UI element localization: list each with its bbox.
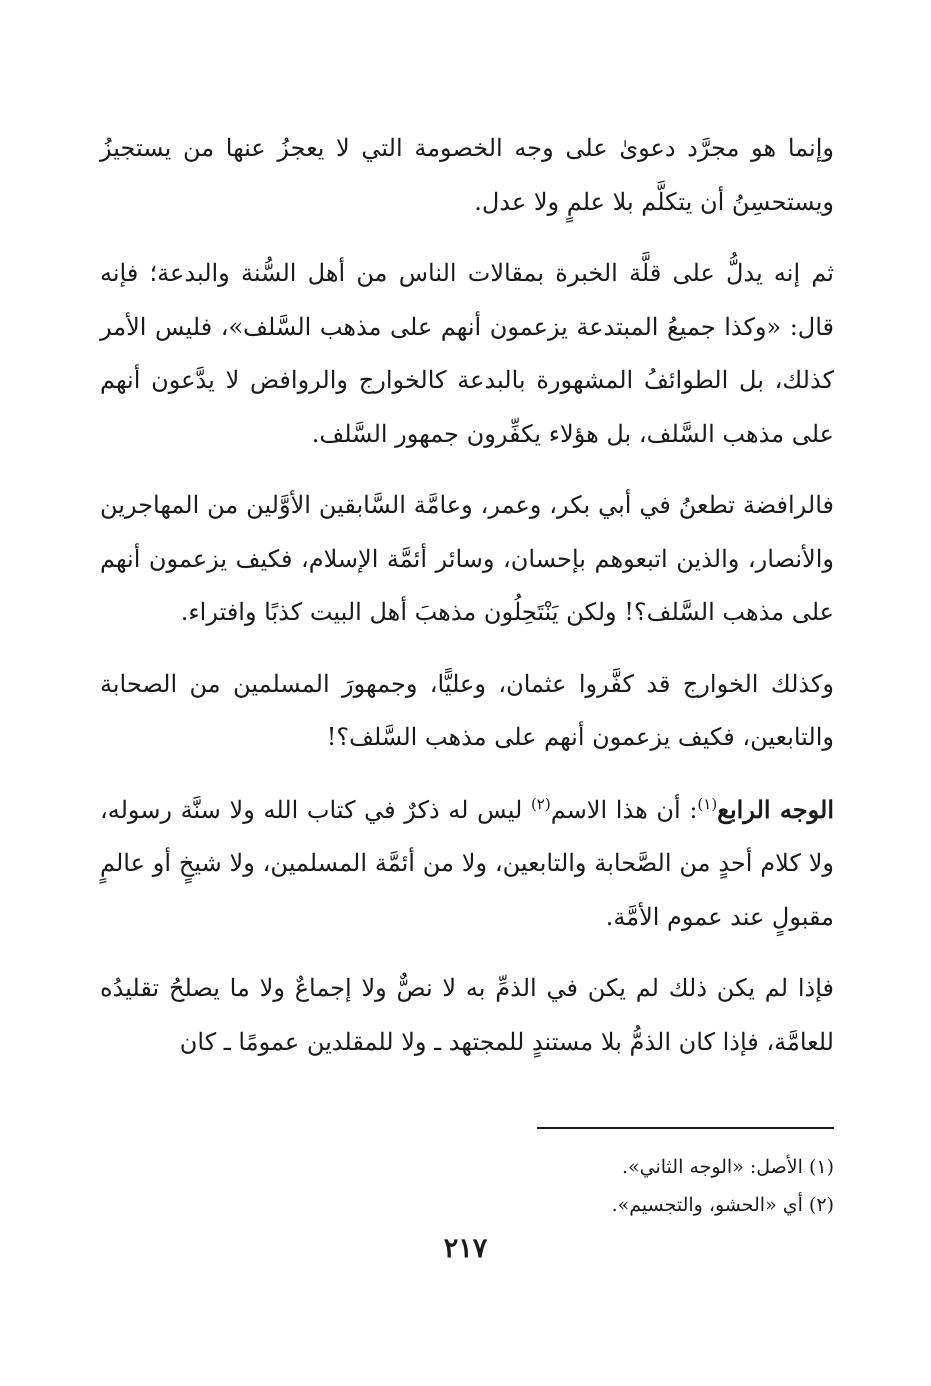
paragraph-1: وإنما هو مجرَّد دعوىٰ على وجه الخصومة التي لا يعجزُ عنها من يستجيزُ ويستحسِنُ أن يتكلَّم بلا علمٍ ولا عدل.: [100, 134, 834, 216]
footnotes: [300, 1148, 834, 1224]
paragraph-5-rest: ليس له ذكرٌ في كتاب الله ولا سنَّة رسوله، ولا كلام أحدٍ من الصَّحابة والتابعين، ولا من أئمَّة المسلمين، ولا شيخٍ أو عالمٍ مقبولٍ عند عموم الأمَّة.: [100, 795, 835, 931]
footnote-divider: [537, 1127, 834, 1129]
section-heading: الوجه الرابع: [717, 794, 835, 824]
footnote-ref-2: (٢): [530, 794, 551, 813]
paragraph-2: ثم إنه يدلُّ على قلَّة الخبرة بمقالات الناس من أهل السُّنة والبدعة؛ فإنه قال: «وكذا جميعُ المبتدعة يزعمون أنهم على مذهب السَّلف»، فليس الأمر كذلك، بل الطوائفُ المشهورة بالبدعة كالخوارج والروافض لا يدَّعون أنهم على مذهب السَّلف، بل هؤلاء يكفِّرون جمهور السَّلف.: [100, 259, 835, 448]
footnote-2: (٢) أي «الحشو، والتجسيم».: [611, 1194, 834, 1216]
footnote-1: (١) الأصل: «الوجه الثاني».: [621, 1156, 834, 1178]
paragraph-6: فإذا لم يكن ذلك لم يكن في الذمِّ به لا نصٌّ ولا إجماعٌ ولا ما يصلحُ تقليدُه للعامَّة، فإذا كان الذمُّ بلا مستندٍ للمجتهد ـ ولا للمقلدين عمومًا ـ كان: [100, 974, 834, 1056]
footnote-ref-1: (١): [697, 794, 718, 813]
paragraph-3: فالرافضة تطعنُ في أبي بكر، وعمر، وعامَّة السَّابقين الأوَّلين من المهاجرين والأنصار، والذين اتبعوهم بإحسان، وسائر أئمَّة الإسلام، فكيف يزعمون أنهم على مذهب السَّلف؟! ولكن يَنْتَحِلُون مذهبَ أهل البيت كذبًا وافتراء.: [100, 491, 834, 626]
paragraph-4: وكذلك الخوارج قد كفَّروا عثمان، وعليًّا، وجمهورَ المسلمين من الصحابة والتابعين، فكيف يزعمون أنهم على مذهب السَّلف؟!: [100, 669, 834, 751]
paragraph-5: [100, 783, 834, 945]
paragraph-5-mid: : أن هذا الاسم: [550, 795, 698, 824]
main-text: [100, 122, 834, 1087]
page-number: ٢١٧: [443, 1233, 488, 1264]
